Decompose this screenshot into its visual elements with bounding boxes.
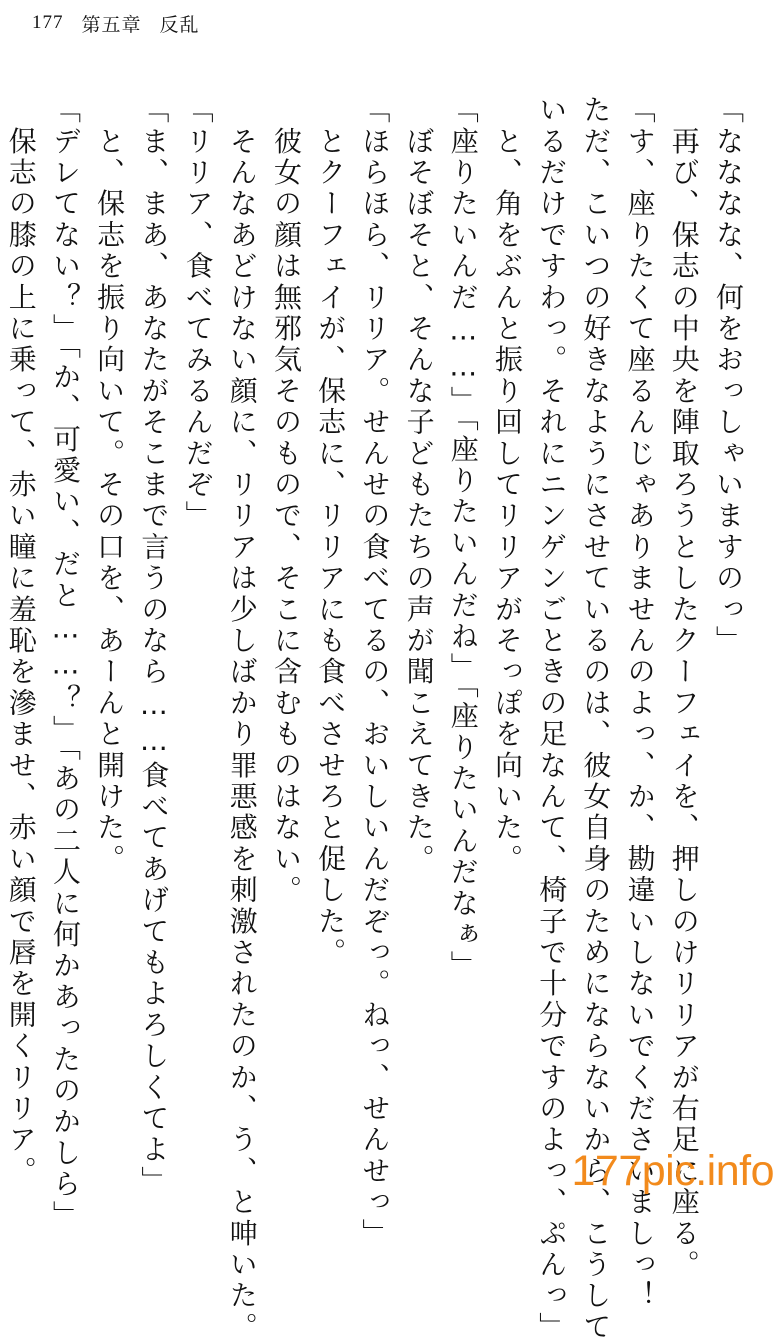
text-line: とクーフェイが、保志に、リリアにも食べさせろと促した。	[314, 95, 348, 969]
running-header	[32, 6, 200, 40]
text-line: 「なななな、何をおっしゃいますのっ」	[712, 95, 745, 657]
text-line: 彼女の顔は無邪気そのもので、そこに含むものはない。	[269, 95, 303, 907]
text-line: 保志の膝の上に乗って、赤い瞳に羞恥を滲ませ、赤い顔で唇を開くリリア。	[4, 95, 38, 1187]
text-line: いるだけですわっ。それにニンゲンごときの足なんて、椅子で十分ですのよっ、ぷんっ」	[535, 95, 569, 1343]
text-line: と、保志を振り向いて。その口を、あーんと開けた。	[93, 95, 127, 875]
text-line: ただ、こいつの好きなようにさせているのは、彼女自身のためにならないから、こうして	[579, 95, 613, 1343]
text-line: と、角をぶんと振り回してリリアがそっぽを向いた。	[490, 95, 524, 875]
text-line: ぼそぼそと、そんな子どもたちの声が聞こえてきた。	[402, 95, 436, 875]
text-line: 「ま、まあ、あなたがそこまで言うのなら……食べてあげてもよろしくてよ」	[137, 95, 171, 1197]
text-line: 「デレてない？」「か、可愛い、だと……？」「あの二人に何かあったのかしら」	[48, 95, 82, 1232]
chapter-label: 第五章	[81, 14, 142, 36]
text-line: そんなあどけない顔に、リリアは少しばかり罪悪感を刺激されたのか、う、と呻いた。	[225, 95, 259, 1343]
text-line: 「リリア、食べてみるんだぞ」	[181, 95, 215, 532]
chapter-title: 反乱	[159, 14, 200, 36]
text-line: 「座りたいんだ……」「座りたいんだね」「座りたいんだなぁ」	[446, 95, 480, 982]
text-line: 「す、座りたくて座るんじゃありませんのよっ、か、勘違いしないでくださいましっ！	[623, 95, 657, 1312]
text-line: 再び、保志の中央を陣取ろうとしたクーフェイを、押しのけリリアが右足に座る。	[667, 95, 701, 1281]
site-watermark: 177pic.info	[571, 1147, 774, 1195]
text-line: 「ほらほら、リリア。せんせの食べてるの、おいしいんだぞっ。ねっ、せんせっ」	[358, 95, 392, 1250]
page-number: 177	[32, 12, 64, 33]
